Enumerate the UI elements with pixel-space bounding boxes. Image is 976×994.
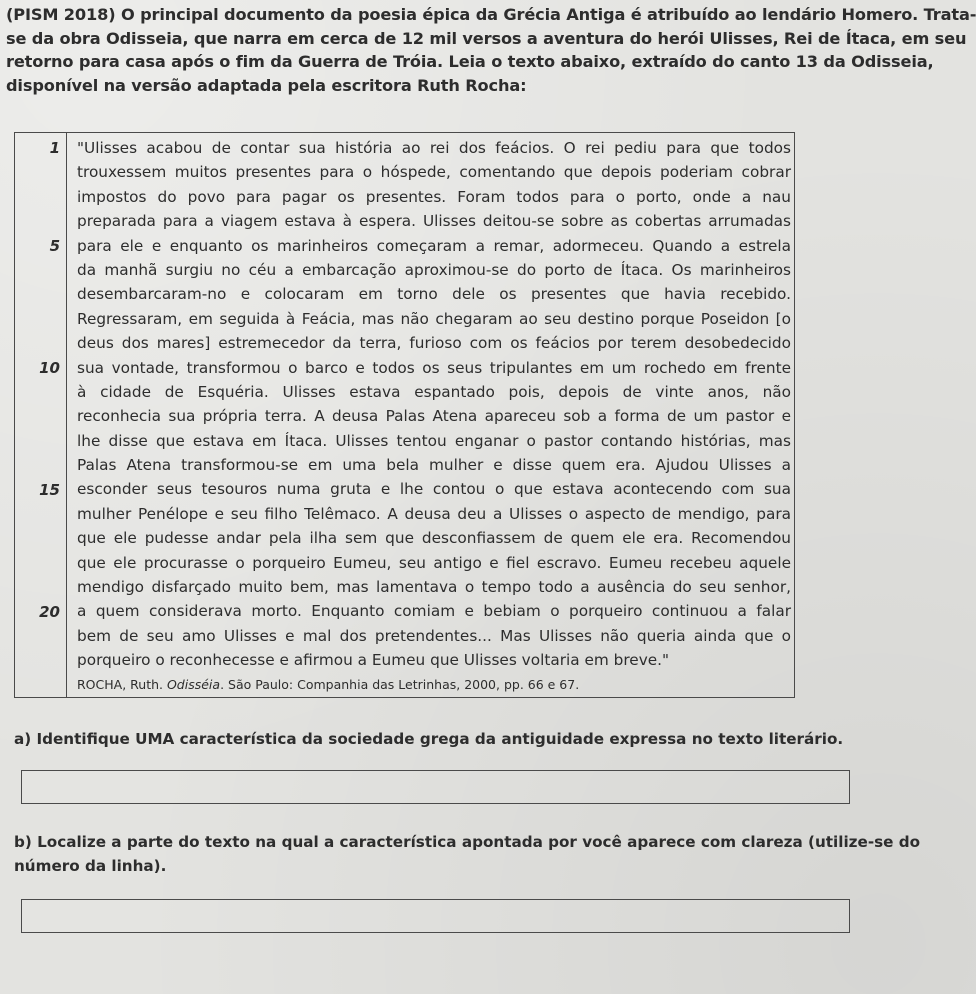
line-number-5: 5 xyxy=(49,237,60,255)
source-citation xyxy=(77,677,579,692)
text-line: Palas Atena transformou-se em uma bela mulher e disse quem era. Ajudou Ulisses a xyxy=(77,456,791,475)
text-line: sua vontade, transformou o barco e todos os seus tripulantes em um rochedo em frente xyxy=(77,358,791,377)
citation-author: ROCHA, Ruth. xyxy=(77,677,167,692)
text-body xyxy=(77,136,791,673)
text-line: mendigo disfarçado muito bem, mas lamentava o tempo todo a ausência do seu senhor, xyxy=(77,578,791,597)
citation-title: Odisséia xyxy=(166,677,221,692)
literary-text-box xyxy=(14,132,795,698)
intro-line: (PISM 2018) O principal documento da poesia épica da Grécia Antiga é atribuído ao lendário Homero. Trata- xyxy=(6,5,976,24)
text-line: desembarcaram-no e colocaram em torno dele os presentes que havia recebido. xyxy=(77,285,791,304)
answer-box-a[interactable] xyxy=(21,770,850,804)
question-b xyxy=(14,830,921,878)
text-line: que ele procurasse o porqueiro Eumeu, seu antigo e fiel escravo. Eumeu recebeu aquele xyxy=(77,553,791,572)
intro-line: retorno para casa após o fim da Guerra de Tróia. Leia o texto abaixo, extraído do canto 13 da Odisseia, xyxy=(6,52,934,71)
question-b-line: b) Localize a parte do texto na qual a característica apontada por você aparece com clareza (utilize-se do xyxy=(14,833,921,851)
text-line: bem de seu amo Ulisses e mal dos pretendentes... Mas Ulisses não queria ainda que o xyxy=(77,626,791,645)
text-line: reconhecia sua própria terra. A deusa Palas Atena apareceu sob a forma de um pastor e xyxy=(77,407,791,426)
line-number-1: 1 xyxy=(49,139,60,157)
line-number-column xyxy=(15,133,67,697)
text-line: impostos do povo para pagar os presentes. Foram todos para o porto, onde a nau xyxy=(77,187,791,206)
text-line: trouxessem muitos presentes para o hóspede, comentando que depois poderiam cobrar xyxy=(77,163,791,182)
text-line: a quem considerava morto. Enquanto comiam e bebiam o porqueiro continuou a falar xyxy=(77,602,791,621)
text-line: mulher Penélope e seu filho Telêmaco. A deusa deu a Ulisses o aspecto de mendigo, para xyxy=(77,504,791,523)
line-number-15: 15 xyxy=(39,481,60,499)
text-line: preparada para a viagem estava à espera. Ulisses deitou-se sobre as cobertas arrumadas xyxy=(77,212,791,231)
question-intro xyxy=(6,3,976,97)
answer-box-b[interactable] xyxy=(21,899,850,933)
text-line: que ele pudesse andar pela ilha sem que desconfiassem de quem ele era. Recomendou xyxy=(77,529,791,548)
citation-details: . São Paulo: Companhia das Letrinhas, 2000, pp. 66 e 67. xyxy=(220,677,580,692)
text-line: lhe disse que estava em Ítaca. Ulisses tentou enganar o pastor contando histórias, mas xyxy=(77,431,791,450)
text-line: deus dos mares] estremecedor da terra, furioso com os feácios por terem desobedecido xyxy=(77,334,791,353)
text-line: esconder seus tesouros numa gruta e lhe contou o que estava acontecendo com sua xyxy=(77,480,791,499)
text-line: porqueiro o reconhecesse e afirmou a Eumeu que Ulisses voltaria em breve." xyxy=(77,651,670,670)
text-line: Regressaram, em seguida à Feácia, mas não chegaram ao seu destino porque Poseidon [o xyxy=(77,309,791,328)
line-number-10: 10 xyxy=(39,359,60,377)
line-number-20: 20 xyxy=(39,603,60,621)
text-line: da manhã surgiu no céu a embarcação aproximou-se do porto de Ítaca. Os marinheiros xyxy=(77,260,791,279)
question-b-line: número da linha). xyxy=(14,857,167,875)
text-line: à cidade de Esquéria. Ulisses estava espantado pois, depois de vinte anos, não xyxy=(77,382,791,401)
question-a: a) Identifique UMA característica da sociedade grega da antiguidade expressa no texto literário. xyxy=(14,730,844,748)
text-line: para ele e enquanto os marinheiros começaram a remar, adormeceu. Quando a estrela xyxy=(77,236,791,255)
text-line: "Ulisses acabou de contar sua história ao rei dos feácios. O rei pediu para que todos xyxy=(77,139,791,157)
intro-line: se da obra Odisseia, que narra em cerca de 12 mil versos a aventura do herói Ulisses, Rei de Ítaca, em seu xyxy=(6,28,967,48)
intro-line: disponível na versão adaptada pela escritora Ruth Rocha: xyxy=(6,75,527,95)
